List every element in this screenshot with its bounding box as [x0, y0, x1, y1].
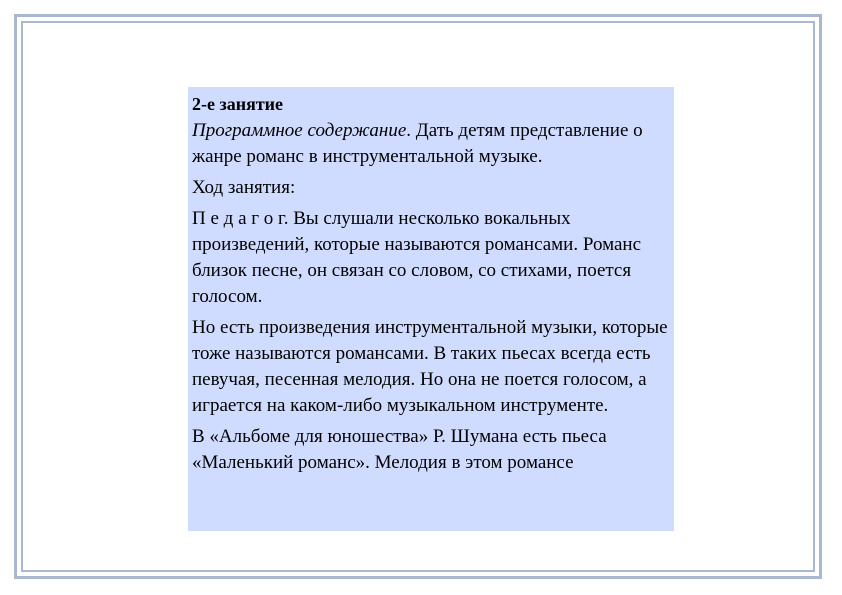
teacher-paragraph — [192, 206, 670, 310]
paragraph-2: Но есть произведения инструментальной музыки, которые тоже называются романсами. В таких пьесах всегда есть певучая, песенная мелодия. Но она не поется голосом, а играется на каком-либо музыкальном инструменте. — [192, 317, 668, 416]
lesson-text-box — [188, 87, 674, 531]
progress-paragraph — [192, 175, 670, 201]
progress-label: Ход занятия: — [192, 177, 296, 198]
teacher-label: П е д а г о г — [192, 208, 284, 229]
program-label: Программное содержание — [192, 120, 407, 141]
program-text: . Дать детям представление о жанре романс в инструментальной музыке. — [192, 120, 643, 167]
teacher-text: . Вы слушали несколько вокальных произведений, которые называются романсами. Романс близок песне, он связан со словом, со стихами, поется голосом. — [192, 208, 642, 307]
paragraph-3: В «Альбоме для юношества» Р. Шумана есть пьеса «Маленький романс». Мелодия в этом романсе — [192, 426, 607, 473]
program-paragraph — [192, 118, 670, 170]
lesson-title: 2-е занятие — [192, 94, 284, 114]
lesson-title-paragraph — [192, 91, 670, 118]
